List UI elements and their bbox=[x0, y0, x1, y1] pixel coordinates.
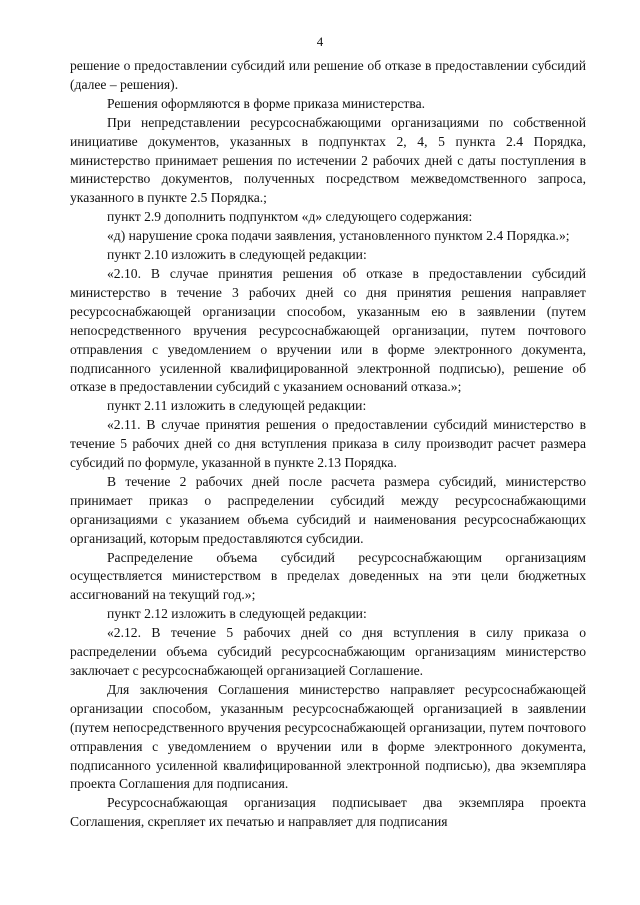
document-body bbox=[70, 57, 586, 832]
paragraph: «д) нарушение срока подачи заявления, установленного пунктом 2.4 Порядка.»; bbox=[107, 228, 570, 244]
paragraph: При непредставлении ресурсоснабжающими организациями по собственной инициативе документов, указанных в подпунктах 2, 4, 5 пункта 2.4 Порядка, министерство принимает решения по истечении 2 рабочих дней с даты поступления в министерство документов, полученных посредством межведомственного запроса, указанного в пункте 2.5 Порядка.; bbox=[70, 114, 586, 206]
paragraph: пункт 2.10 изложить в следующей редакции: bbox=[107, 247, 367, 263]
paragraph: В течение 2 рабочих дней после расчета размера субсидий, министерство принимает приказ о распределении субсидий между ресурсоснабжающими организациями с указанием объема субсидий и наименования ресурсоснабжающих организаций, которым предоставляются субсидии. bbox=[70, 473, 586, 546]
paragraph: решение о предоставлении субсидий или решение об отказе в предоставлении субсидий (далее – решения). bbox=[70, 58, 586, 92]
paragraph: Для заключения Соглашения министерство направляет ресурсоснабжающей организации способом, указанным ресурсоснабжающей организацией в заявлении (путем непосредственного вручения ресурсоснабжающей организации, путем почтового отправления с уведомлением о вручении или в форме электронного документа, подписанного усиленной квалифицированной электронной подписью), два экземпляра проекта Соглашения для подписания. bbox=[70, 681, 586, 792]
paragraph: Ресурсоснабжающая организация подписывает два экземпляра проекта Соглашения, скрепляет их печатью и направляет для подписания bbox=[70, 795, 586, 830]
paragraph: «2.11. В случае принятия решения о предоставлении субсидий министерство в течение 5 рабочих дней со дня вступления приказа в силу производит расчет размера субсидий по формуле, указанной в пункте 2.13 Порядка. bbox=[70, 417, 586, 471]
paragraph: «2.10. В случае принятия решения об отказе в предоставлении субсидий министерство в течение 3 рабочих дней со дня принятия решения направляет ресурсоснабжающей организации способом, указанным ею в заявлении (путем непосредственного вручения ресурсоснабжающей организации, путем почтового отправления с уведомлением о вручении или в форме электронного документа, подписанного усиленной квалифицированной электронной подписью), решение об отказе в предоставлении субсидий с указанием оснований отказа.»; bbox=[70, 265, 586, 395]
page-number: 4 bbox=[316, 34, 324, 49]
paragraph: пункт 2.12 изложить в следующей редакции: bbox=[107, 606, 367, 622]
paragraph: пункт 2.11 изложить в следующей редакции: bbox=[107, 398, 367, 414]
paragraph: «2.12. В течение 5 рабочих дней со дня вступления в силу приказа о распределении объема субсидий ресурсоснабжающим организациям министерство заключает с ресурсоснабжающей организацией Соглашение. bbox=[70, 625, 586, 678]
paragraph: Распределение объема субсидий ресурсоснабжающим организациям осуществляется министерством в пределах доведенных на эти цели бюджетных ассигнований на текущий год.»; bbox=[70, 549, 586, 603]
paragraph: Решения оформляются в форме приказа министерства. bbox=[107, 95, 426, 111]
paragraph: пункт 2.9 дополнить подпунктом «д» следующего содержания: bbox=[107, 209, 473, 225]
